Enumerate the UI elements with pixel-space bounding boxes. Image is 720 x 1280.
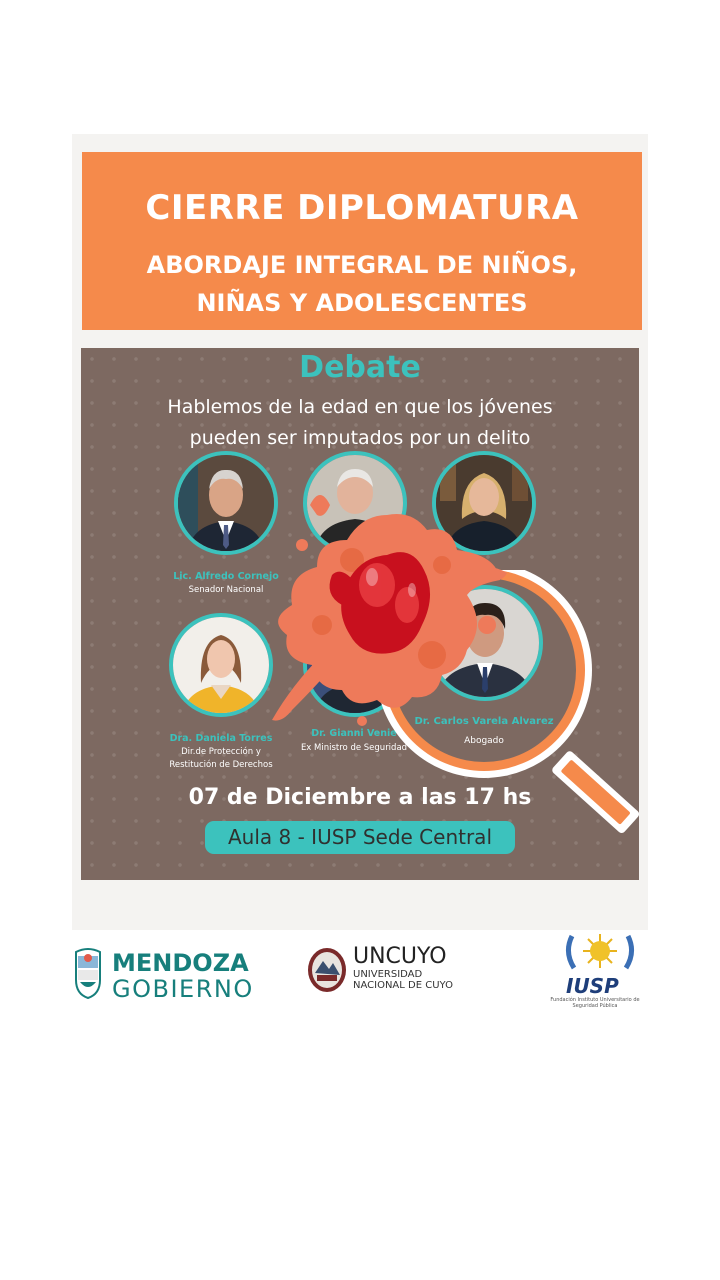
tomato-splat-icon (262, 485, 512, 730)
event-date: 07 de Diciembre a las 17 hs (188, 785, 532, 810)
mendoza-gobierno-text (112, 950, 254, 1002)
speaker-role-torres-1: Dir.de Protección y (181, 747, 261, 757)
speaker-name-torres: Dra. Daniela Torres (169, 733, 273, 744)
debate-question (81, 392, 639, 454)
poster-subtitle (82, 246, 642, 322)
sun-icon (564, 930, 636, 974)
tomato-splat-sticker[interactable] (262, 485, 512, 730)
uncuyo-seal-icon (307, 947, 347, 993)
iusp-subtitle: Fundación Instituto Universitario de Seguridad Pública (550, 997, 640, 1009)
speaker-role-cornejo: Senador Nacional (188, 585, 264, 595)
speaker-portrait-torres (169, 613, 273, 717)
mendoza-name: MENDOZA (112, 949, 249, 977)
question-line-2: pueden ser imputados por un delito (189, 427, 531, 449)
speaker-role-varela: Abogado (464, 736, 504, 746)
poster-title: CIERRE DIPLOMATURA (145, 188, 579, 228)
iusp-logo (564, 930, 636, 974)
speaker-name-cornejo: Lic. Alfredo Cornejo (173, 571, 279, 582)
gobierno-label: GOBIERNO (112, 975, 254, 1003)
iusp-name: IUSP (566, 974, 619, 998)
header-banner (82, 152, 642, 330)
sponsor-logos (72, 930, 648, 1018)
mendoza-logo (72, 946, 104, 1000)
speaker-role-venie: Ex Ministro de Seguridad (300, 743, 408, 753)
woman-photo-icon (173, 617, 269, 713)
speaker-name-venie: Dr. Gianni Venie (311, 728, 397, 739)
uncuyo-name: UNCUYO (353, 944, 447, 969)
man-photo-icon (178, 455, 274, 551)
venue-badge: Aula 8 - IUSP Sede Central (205, 821, 515, 854)
subtitle-line-2: NIÑAS Y ADOLESCENTES (196, 289, 528, 317)
subtitle-line-1: ABORDAJE INTEGRAL DE NIÑOS, (146, 251, 578, 279)
question-line-1: Hablemos de la edad en que los jóvenes (167, 396, 553, 418)
mendoza-shield-icon (72, 946, 104, 1000)
debate-title: Debate (299, 350, 421, 385)
uncuyo-seal (307, 947, 347, 993)
speaker-role-torres-2: Restitución de Derechos (169, 760, 273, 770)
speaker-name-varela: Dr. Carlos Varela Alvarez (414, 716, 554, 727)
uncuyo-subtitle-1: UNIVERSIDAD (353, 969, 423, 980)
uncuyo-text (353, 944, 453, 991)
uncuyo-subtitle-2: NACIONAL DE CUYO (353, 980, 453, 991)
